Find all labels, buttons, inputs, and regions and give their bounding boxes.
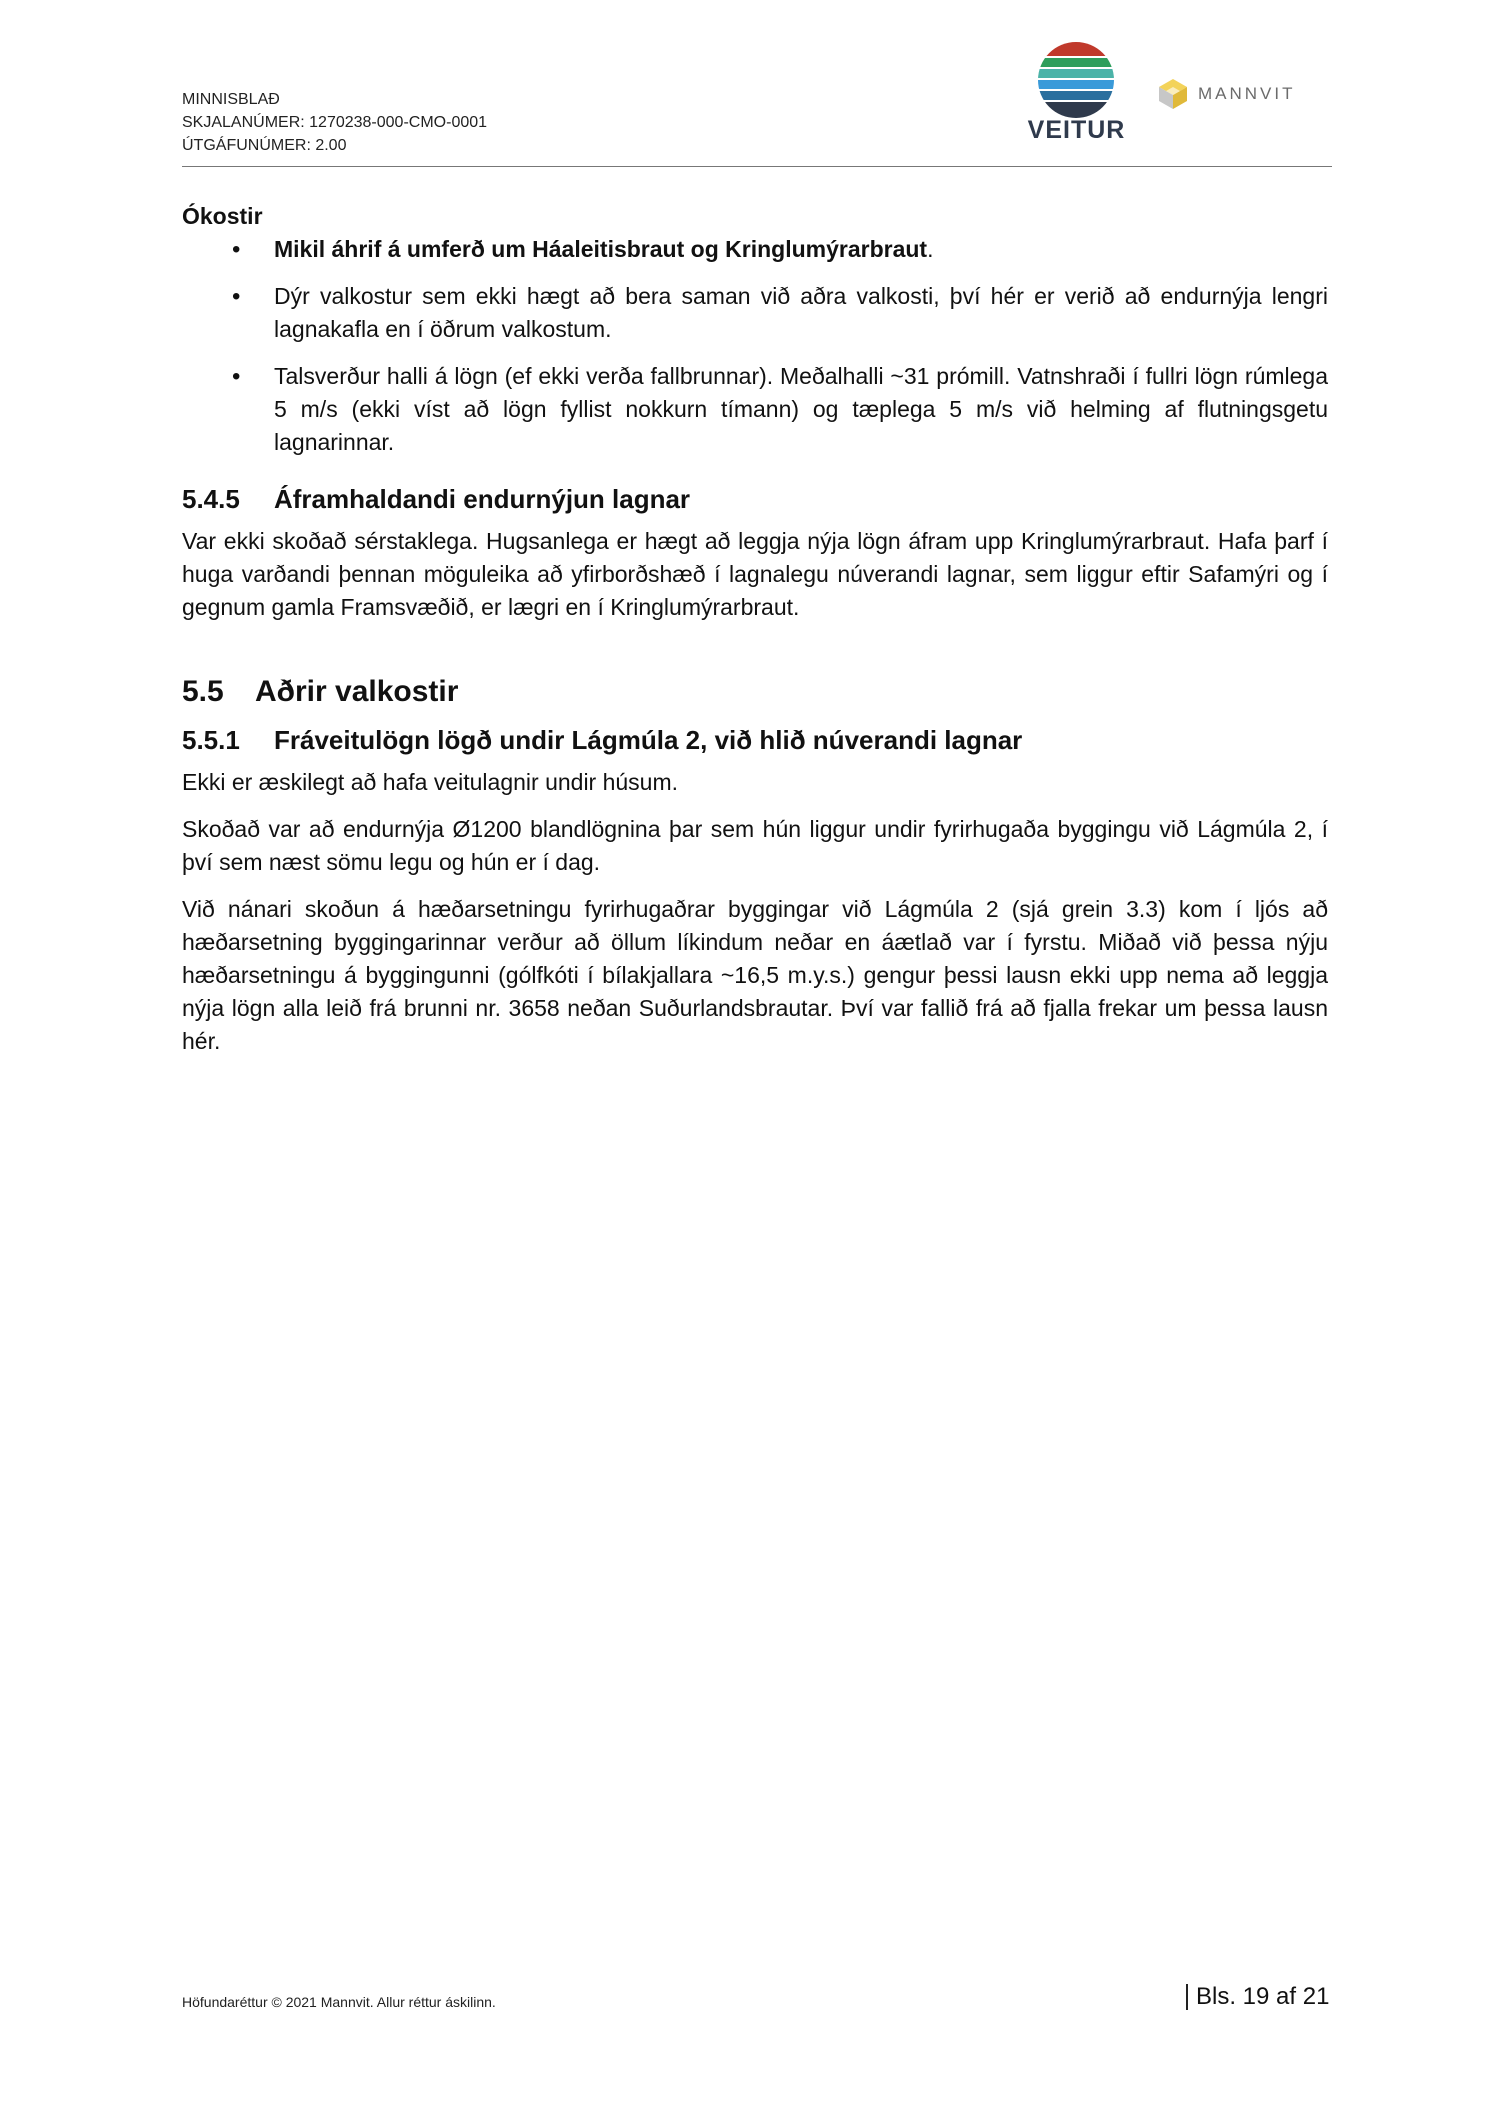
- mannvit-logo-text: MANNVIT: [1198, 84, 1296, 103]
- veitur-logo-text: VEITUR: [1027, 116, 1126, 144]
- page-number: Bls. 19 af 21: [1186, 1984, 1329, 2010]
- bullet-tail: .: [927, 236, 934, 262]
- bullet-bold-text: Mikil áhrif á umferð um Háaleitisbraut og Kringlumýrarbraut: [274, 236, 928, 262]
- section-heading-5-5-1: [182, 722, 1328, 758]
- section-heading-5-5: [182, 672, 1328, 712]
- section-title: Fráveitulögn lögð undir Lágmúla 2, við hlið núverandi lagnar: [274, 725, 1023, 755]
- section-heading-5-4-5: [182, 481, 1328, 517]
- mannvit-logo: [1156, 76, 1296, 112]
- okostir-label: Ókostir: [182, 203, 263, 229]
- paragraph: Var ekki skoðað sérstaklega. Hugsanlega er hægt að leggja nýja lögn áfram upp Kringlumýrarbraut. Hafa þarf í huga varðandi þennan möguleika að yfirborðshæð í lagnalegu núverandi lagnar, sem liggur eftir Safamýri og í gegnum gamla Framsvæðið, er lægri en í Kringlumýrarbraut.: [182, 528, 1328, 620]
- paragraph: Skoðað var að endurnýja Ø1200 blandlögnina þar sem hún liggur undir fyrirhugaða byggingu við Lágmúla 2, í því sem næst sömu legu og hún er í dag.: [182, 816, 1328, 875]
- paragraph: Við nánari skoðun á hæðarsetningu fyrirhugaðrar byggingar við Lágmúla 2 (sjá grein 3.3) kom í ljós að hæðarsetning byggingarinnar verður að öllum líkindum neðar en áætlað var í fyrstu. Miðað við þessa nýju hæðarsetningu á byggingunni (gólfkóti í bílakjallara ~16,5 m.y.s.) gengur þessi lausn ekki upp nema að leggja nýja lögn alla leið frá brunni nr. 3658 neðan Suðurlandsbrautar. Því var fallið frá að fjalla frekar um þessa lausn hér.: [182, 896, 1328, 1054]
- list-item: [182, 233, 1328, 266]
- section-number: 5.5.1: [182, 725, 240, 755]
- doc-number: SKJALANÚMER: 1270238-000-CMO-0001: [182, 114, 488, 131]
- footer-copyright: Höfundaréttur © 2021 Mannvit. Allur réttur áskilinn.: [182, 1994, 496, 2010]
- section-title: Áframhaldandi endurnýjun lagnar: [274, 484, 691, 514]
- document-header: [182, 88, 487, 157]
- list-item: • Dýr valkostur sem ekki hægt að bera saman við aðra valkosti, því hér er verið að endurnýja lengri lagnakafla en í öðrum valkostum.: [182, 280, 1328, 346]
- paragraph: Ekki er æskilegt að hafa veitulagnir undir húsum.: [182, 769, 679, 795]
- doc-version: ÚTGÁFUNÚMER: 2.00: [182, 137, 347, 154]
- mannvit-cube-icon: [1156, 77, 1190, 111]
- okostir-list: [182, 233, 1328, 459]
- section-number: 5.5: [182, 675, 224, 708]
- header-divider: [182, 166, 1332, 167]
- document-body: [182, 200, 1328, 1072]
- section-title: Aðrir valkostir: [255, 675, 459, 708]
- list-item: • Talsverður halli á lögn (ef ekki verða fallbrunnar). Meðalhalli ~31 prómill. Vatnshraði í fullri lögn rúmlega 5 m/s (ekki víst að lögn fyllist nokkurn tímann) og tæplega 5 m/s við helming af flutningsgetu lagnarinnar.: [182, 360, 1328, 459]
- doc-type: MINNISBLAÐ: [182, 91, 280, 108]
- section-number: 5.4.5: [182, 484, 240, 514]
